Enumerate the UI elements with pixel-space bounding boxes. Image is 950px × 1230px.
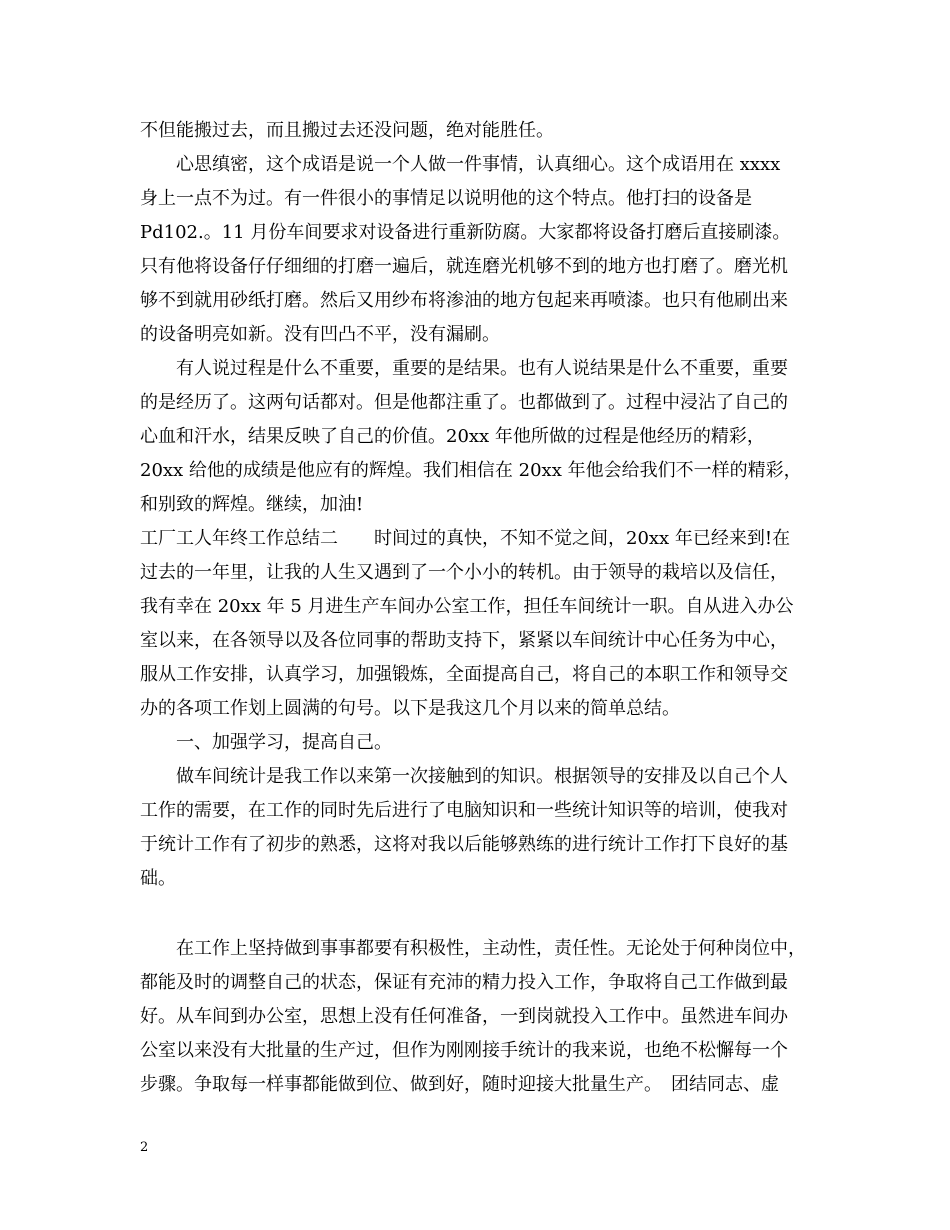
text-line: 只有他将设备仔仔细细的打磨一遍后，就连磨光机够不到的地方也打磨了。磨光机 [140, 256, 788, 277]
text-line: 都能及时的调整自己的状态，保证有充沛的精力投入工作，争取将自己工作做到最 [140, 972, 788, 993]
text-line: 过去的一年里，让我的人生又遇到了一个小小的转机。由于领导的栽培以及信任， [140, 562, 788, 583]
text-line: 和别致的辉煌。继续，加油! [140, 494, 364, 515]
text-line: 服从工作安排，认真学习，加强锻炼，全面提高自己，将自己的本职工作和领导交 [140, 664, 788, 685]
text-line: 室以来，在各领导以及各位同事的帮助支持下，紧紧以车间统计中心任务为中心， [140, 630, 788, 651]
text-line: 础。 [140, 868, 176, 889]
text-line: 好。从车间到办公室，思想上没有任何准备，一到岗就投入工作中。虽然进车间办 [140, 1006, 788, 1027]
text-line: 做车间统计是我工作以来第一次接触到的知识。根据领导的安排及以自己个人 [176, 766, 788, 787]
text-line: 公室以来没有大批量的生产过，但作为刚刚接手统计的我来说，也绝不松懈每一个 [140, 1040, 788, 1061]
text-line: 够不到就用砂纸打磨。然后又用纱布将渗油的地方包起来再喷漆。也只有他刷出来 [140, 290, 788, 311]
text-line: 20xx 给他的成绩是他应有的辉煌。我们相信在 20xx 年他会给我们不一样的精彩， [140, 460, 802, 481]
text-line: 的是经历了。这两句话都对。但是他都注重了。也都做到了。过程中浸沾了自己的 [140, 392, 788, 413]
text-line: 心血和汗水，结果反映了自己的价值。20xx 年他所做的过程是他经历的精彩， [140, 426, 765, 447]
subheading-line: 一、加强学习，提高自己。 [176, 732, 392, 753]
text-line: 工作的需要，在工作的同时先后进行了电脑知识和一些统计知识等的培训，使我对 [140, 800, 788, 821]
page-number: 2 [140, 1140, 149, 1155]
section-heading-line: 工厂工人年终工作总结二 时间过的真快，不知不觉之间，20xx 年已经来到!在 [140, 528, 791, 549]
text-line: Pd102.。11 月份车间要求对设备进行重新防腐。大家都将设备打磨后直接刷漆。 [140, 222, 791, 243]
text-line: 身上一点不为过。有一件很小的事情足以说明他的这个特点。他打扫的设备是 [140, 188, 752, 209]
paragraph-gap [140, 896, 812, 932]
text-line: 在工作上坚持做到事事都要有积极性，主动性，责任性。无论处于何种岗位中， [176, 938, 806, 959]
text-line: 办的各项工作划上圆满的句号。以下是我这几个月以来的简单总结。 [140, 698, 680, 719]
text-line: 有人说过程是什么不重要，重要的是结果。也有人说结果是什么不重要，重要 [176, 358, 788, 379]
text-line: 不但能搬过去，而且搬过去还没问题，绝对能胜任。 [140, 120, 554, 141]
text-line: 的设备明亮如新。没有凹凸不平，没有漏刷。 [140, 324, 500, 345]
text-line: 我有幸在 20xx 年 5 月进生产车间办公室工作，担任车间统计一职。自从进入办公 [140, 596, 794, 617]
text-line: 心思缜密，这个成语是说一个人做一件事情，认真细心。这个成语用在 xxxx [176, 154, 781, 175]
text-line: 步骤。争取每一样事都能做到位、做到好，随时迎接大批量生产。 团结同志、虚 [140, 1074, 779, 1095]
text-line: 于统计工作有了初步的熟悉，这将对我以后能够熟练的进行统计工作打下良好的基 [140, 834, 788, 855]
document-body [140, 114, 812, 1102]
